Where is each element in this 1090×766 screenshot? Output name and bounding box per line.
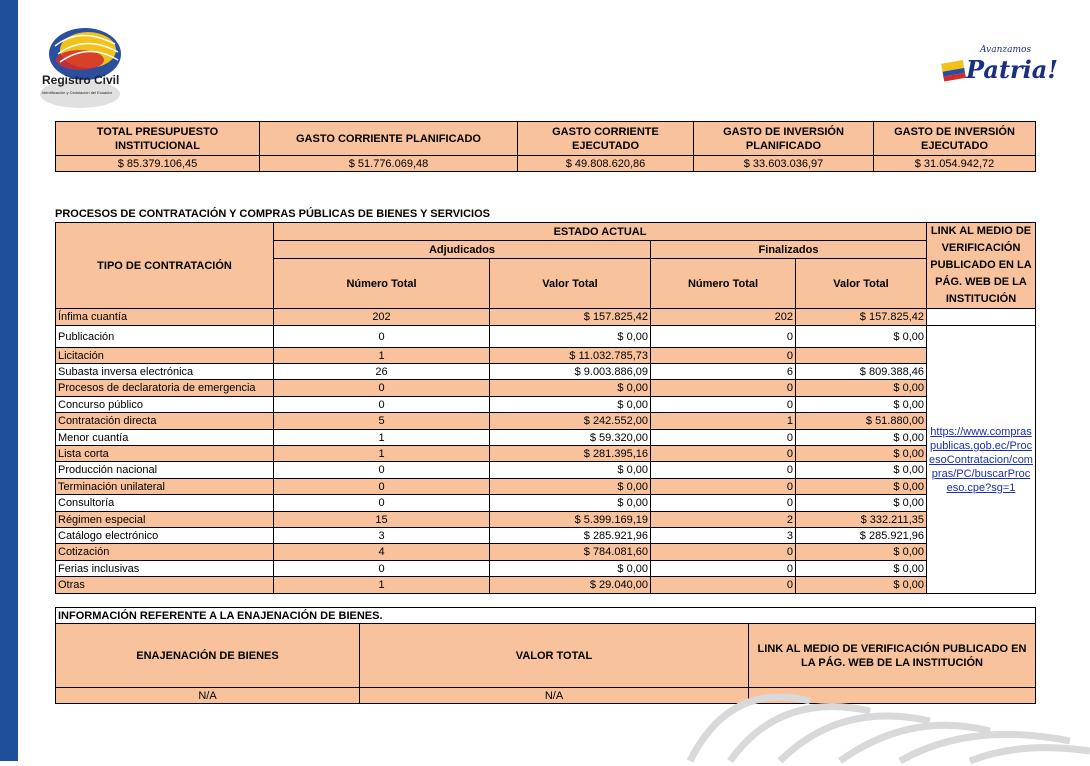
row-tipo: Menor cuantía (56, 430, 274, 446)
row-fin-numero: 0 (651, 380, 796, 397)
row-fin-numero: 0 (651, 544, 796, 561)
row-fin-numero: 0 (651, 348, 796, 364)
row-fin-valor: $ 0,00 (796, 446, 927, 462)
row-tipo: Concurso público (56, 397, 274, 413)
budget-header-corriente-plan: GASTO CORRIENTE PLANIFICADO (260, 122, 518, 156)
procesos-table (55, 222, 1036, 594)
link-header: LINK AL MEDIO DE VERIFICACIÓN PUBLICADO EN LA PÁG. WEB DE LA INSTITUCIÓN (927, 223, 1036, 309)
row-tipo: Ferias inclusivas (56, 561, 274, 577)
row-adj-valor: $ 0,00 (490, 397, 651, 413)
row-fin-numero: 202 (651, 309, 796, 326)
row-fin-valor: $ 0,00 (796, 430, 927, 446)
finalizados-header: Finalizados (651, 241, 927, 259)
tipo-header: TIPO DE CONTRATACIÓN (56, 223, 274, 309)
table-row (56, 512, 1036, 528)
budget-header-inversion-ejec: GASTO DE INVERSIÓN EJECUTADO (874, 122, 1036, 156)
row-tipo: Procesos de declaratoria de emergencia (56, 380, 274, 397)
row-fin-valor: $ 0,00 (796, 397, 927, 413)
row-adj-valor: $ 0,00 (490, 495, 651, 512)
row-adj-valor: $ 281.395,16 (490, 446, 651, 462)
row-adj-numero: 1 (274, 430, 490, 446)
row-adj-numero: 202 (274, 309, 490, 326)
row-adj-numero: 0 (274, 462, 490, 479)
row-fin-valor: $ 51.880,00 (796, 413, 927, 430)
procesos-body (56, 309, 1036, 594)
table-row (56, 348, 1036, 364)
row-adj-valor: $ 29.040,00 (490, 577, 651, 594)
budget-value-corriente-ejec: $ 49.808.620,86 (518, 156, 694, 172)
enajenacion-header-bienes: ENAJENACIÓN DE BIENES (56, 624, 360, 688)
verification-link[interactable]: https://www.compraspublicas.gob.ec/ProcesoContratacion/compras/PC/buscarProceso.cpe?sg=1 (929, 425, 1033, 494)
row-tipo: Subasta inversa electrónica (56, 364, 274, 380)
left-accent-bar (0, 0, 18, 761)
logo-main-text: Patria! (966, 55, 1058, 84)
row-fin-valor: $ 0,00 (796, 479, 927, 495)
row-tipo: Licitación (56, 348, 274, 364)
procesos-title: PROCESOS DE CONTRATACIÓN Y COMPRAS PÚBLICAS DE BIENES Y SERVICIOS (55, 208, 490, 220)
row-adj-numero: 0 (274, 326, 490, 348)
row-adj-valor: $ 0,00 (490, 326, 651, 348)
enajenacion-header-link: LINK AL MEDIO DE VERIFICACIÓN PUBLICADO EN LA PÁG. WEB DE LA INSTITUCIÓN (749, 624, 1036, 688)
row-fin-numero: 0 (651, 495, 796, 512)
verification-link-cell (927, 326, 1036, 594)
row-adj-valor: $ 0,00 (490, 380, 651, 397)
row-tipo: Ínfima cuantía (56, 309, 274, 326)
row-adj-numero: 4 (274, 544, 490, 561)
row-adj-numero: 1 (274, 446, 490, 462)
row-adj-numero: 1 (274, 348, 490, 364)
row-adj-numero: 26 (274, 364, 490, 380)
budget-value-corriente-plan: $ 51.776.069,48 (260, 156, 518, 172)
row-fin-numero: 3 (651, 528, 796, 544)
row-adj-valor: $ 0,00 (490, 561, 651, 577)
row-fin-valor: $ 0,00 (796, 380, 927, 397)
enajenacion-value-bienes: N/A (56, 688, 360, 704)
budget-header-total: TOTAL PRESUPUESTO INSTITUCIONAL (56, 122, 260, 156)
logo-subtitle: Identificación y Cedulación del Ecuador (42, 90, 113, 95)
row-fin-numero: 0 (651, 577, 796, 594)
row-fin-valor: $ 332.211,35 (796, 512, 927, 528)
enajenacion-title: INFORMACIÓN REFERENTE A LA ENAJENACIÓN DE BIENES. (56, 608, 1036, 624)
budget-value-inversion-plan: $ 33.603.036,97 (694, 156, 874, 172)
row-adj-numero: 0 (274, 380, 490, 397)
row-adj-numero: 5 (274, 413, 490, 430)
budget-header-corriente-ejec: GASTO CORRIENTE EJECUTADO (518, 122, 694, 156)
row-fin-valor: $ 0,00 (796, 326, 927, 348)
row-adj-numero: 0 (274, 495, 490, 512)
row-adj-valor: $ 0,00 (490, 479, 651, 495)
fin-numero-header: Número Total (651, 259, 796, 309)
table-row (56, 326, 1036, 348)
row-tipo: Consultoría (56, 495, 274, 512)
row-fin-valor: $ 0,00 (796, 495, 927, 512)
enajenacion-value-valor: N/A (360, 688, 749, 704)
row-fin-valor: $ 0,00 (796, 561, 927, 577)
table-row (56, 430, 1036, 446)
table-row (56, 495, 1036, 512)
row-fin-numero: 0 (651, 397, 796, 413)
table-row (56, 397, 1036, 413)
registro-civil-logo (30, 16, 130, 116)
row-fin-numero: 6 (651, 364, 796, 380)
adj-numero-header: Número Total (274, 259, 490, 309)
row-adj-numero: 1 (274, 577, 490, 594)
row-fin-numero: 0 (651, 462, 796, 479)
row-fin-valor: $ 0,00 (796, 544, 927, 561)
row-fin-numero: 2 (651, 512, 796, 528)
row-tipo: Régimen especial (56, 512, 274, 528)
row-fin-numero: 0 (651, 561, 796, 577)
row-adj-numero: 0 (274, 479, 490, 495)
row-adj-numero: 3 (274, 528, 490, 544)
row-tipo: Terminación unilateral (56, 479, 274, 495)
row-adj-valor: $ 285.921,96 (490, 528, 651, 544)
row-tipo: Otras (56, 577, 274, 594)
row-adj-numero: 15 (274, 512, 490, 528)
row-tipo: Publicación (56, 326, 274, 348)
table-row (56, 380, 1036, 397)
row-tipo: Contratación directa (56, 413, 274, 430)
row-adj-valor: $ 0,00 (490, 462, 651, 479)
row-adj-valor: $ 9.003.886,09 (490, 364, 651, 380)
budget-value-total: $ 85.379.106,45 (56, 156, 260, 172)
row-fin-numero: 1 (651, 413, 796, 430)
row-adj-valor: $ 157.825,42 (490, 309, 651, 326)
row-tipo: Producción nacional (56, 462, 274, 479)
estado-header: ESTADO ACTUAL (274, 223, 927, 241)
table-row (56, 577, 1036, 594)
budget-value-inversion-ejec: $ 31.054.942,72 (874, 156, 1036, 172)
table-row (56, 309, 1036, 326)
decorative-watermark (670, 651, 1090, 761)
row-fin-valor: $ 285.921,96 (796, 528, 927, 544)
table-row (56, 462, 1036, 479)
row-adj-valor: $ 11.032.785,73 (490, 348, 651, 364)
fin-valor-header: Valor Total (796, 259, 927, 309)
row-fin-valor: $ 157.825,42 (796, 309, 927, 326)
table-row (56, 528, 1036, 544)
row-fin-numero: 0 (651, 430, 796, 446)
budget-table (55, 121, 1036, 172)
row-adj-numero: 0 (274, 561, 490, 577)
table-row (56, 446, 1036, 462)
row-adj-valor: $ 5.399.169,19 (490, 512, 651, 528)
row-adj-valor: $ 242.552,00 (490, 413, 651, 430)
row-fin-valor: $ 0,00 (796, 462, 927, 479)
table-row (56, 413, 1036, 430)
adj-valor-header: Valor Total (490, 259, 651, 309)
adjudicados-header: Adjudicados (274, 241, 651, 259)
patria-logo (940, 38, 1058, 93)
row-adj-valor: $ 59.320,00 (490, 430, 651, 446)
row-fin-valor: $ 809.388,46 (796, 364, 927, 380)
enajenacion-header-valor: VALOR TOTAL (360, 624, 749, 688)
row-fin-numero: 0 (651, 479, 796, 495)
table-row (56, 479, 1036, 495)
row-tipo: Lista corta (56, 446, 274, 462)
table-row (56, 561, 1036, 577)
row-fin-valor (796, 348, 927, 364)
row-tipo: Catálogo electrónico (56, 528, 274, 544)
row-adj-numero: 0 (274, 397, 490, 413)
row-adj-valor: $ 784.081,60 (490, 544, 651, 561)
table-row (56, 364, 1036, 380)
logo-name: Registro Civil (42, 73, 120, 87)
row-tipo: Cotización (56, 544, 274, 561)
row-link-empty (927, 309, 1036, 326)
budget-header-inversion-plan: GASTO DE INVERSIÓN PLANIFICADO (694, 122, 874, 156)
row-fin-numero: 0 (651, 326, 796, 348)
logo-top-text: Avanzamos (980, 45, 1032, 55)
table-row (56, 544, 1036, 561)
row-fin-valor: $ 0,00 (796, 577, 927, 594)
row-fin-numero: 0 (651, 446, 796, 462)
